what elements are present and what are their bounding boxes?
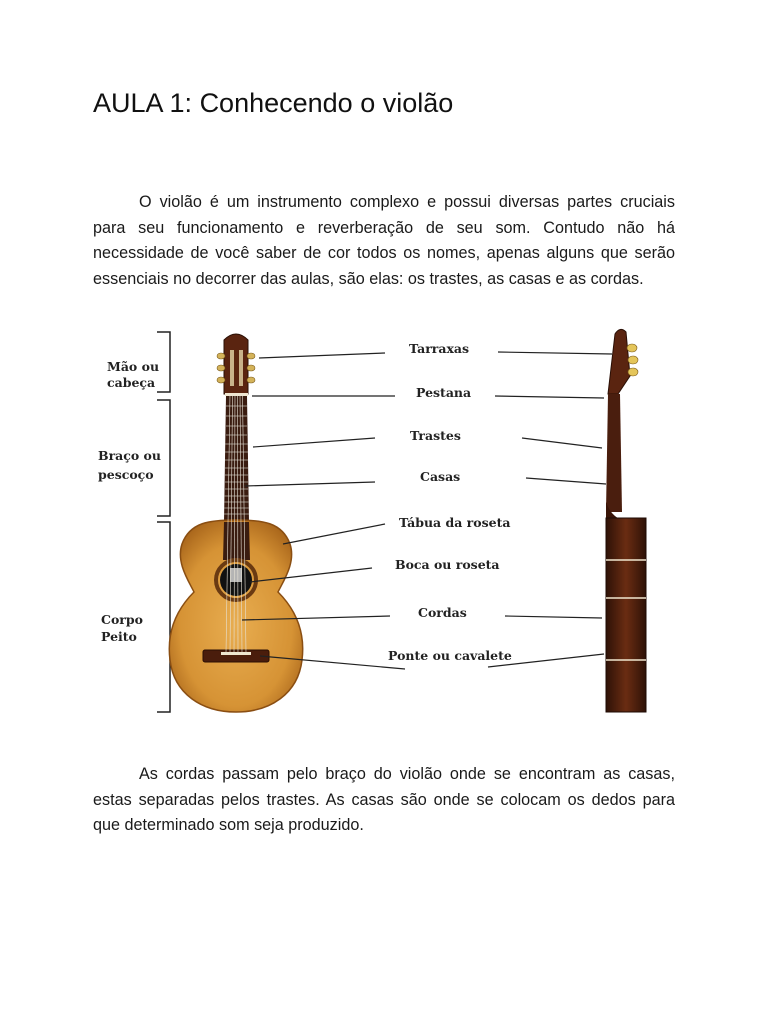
- label-body-1: Corpo: [101, 612, 143, 627]
- label-bridge: Ponte ou cavalete: [388, 648, 512, 663]
- closing-paragraph: As cordas passam pelo braço do violão onde se encontram as casas, estas separadas pelos trastes. As casas são onde se colocam os dedos para que determinado som seja produzido.: [93, 765, 675, 834]
- label-soundboard: Tábua da roseta: [399, 515, 511, 530]
- section-brackets: [157, 332, 170, 712]
- label-soundhole: Boca ou roseta: [395, 557, 500, 572]
- guitar-diagram: [90, 322, 690, 720]
- intro-paragraph: O violão é um instrumento complexo e possui diversas partes cruciais para seu funcionamento e reverberação de seu som. Contudo não há necessidade de você saber de cor todos os nomes, apenas alguns que serão essenciais no decorrer das aulas, são elas: os trastes, as casas e as cordas.: [93, 193, 675, 288]
- label-fret-spaces: Casas: [420, 469, 461, 484]
- label-neck-1: Braço ou: [98, 448, 161, 463]
- guitar-front-view: [169, 334, 302, 712]
- label-nut: Pestana: [416, 385, 472, 400]
- label-head-2: cabeça: [107, 375, 156, 390]
- bridge: [203, 650, 269, 662]
- label-head-1: Mão ou: [107, 359, 160, 374]
- label-frets: Trastes: [410, 428, 461, 443]
- label-neck-2: pescoço: [98, 467, 154, 482]
- nut: [225, 393, 248, 396]
- body-bracket: [157, 522, 170, 712]
- page-title: AULA 1: Conhecendo o violão: [93, 88, 454, 118]
- guitar-side-view: [606, 329, 646, 712]
- headstock: [224, 334, 248, 394]
- label-tuners: Tarraxas: [409, 341, 470, 356]
- label-strings: Cordas: [418, 605, 467, 620]
- fretboard: [224, 396, 249, 522]
- label-body-2: Peito: [101, 629, 137, 644]
